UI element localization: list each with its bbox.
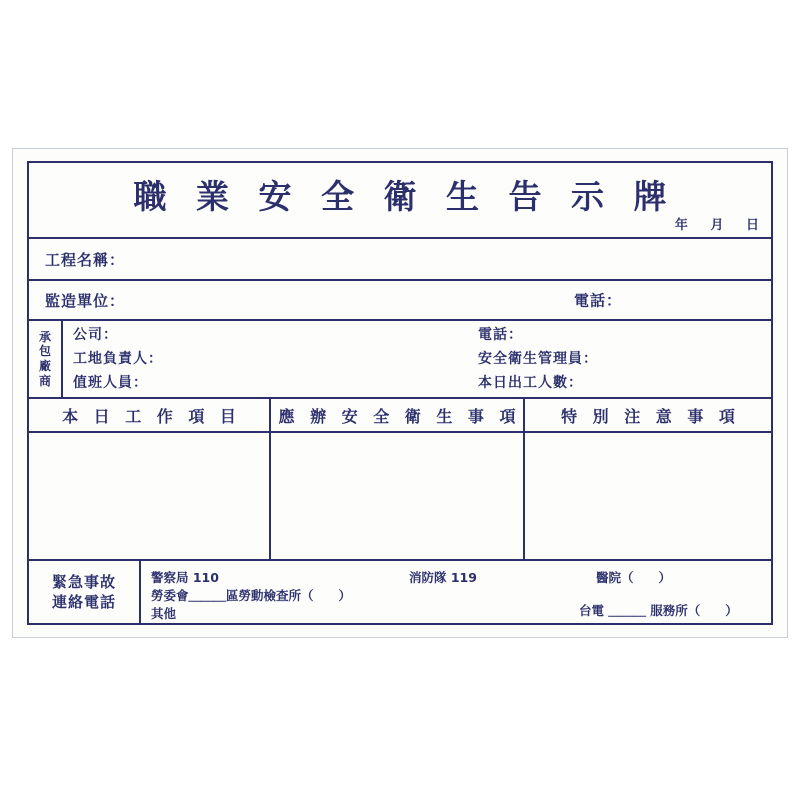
duty-staff-label: 值班人員： — [73, 375, 148, 391]
emergency-police: 警察局 110 — [151, 570, 219, 585]
contractor-row-site-manager[interactable] — [73, 347, 771, 371]
column-header-special-notes: 特 別 注 意 事 項 — [561, 406, 740, 426]
emergency-label-line-1: 緊急事故 — [51, 572, 116, 591]
supervisor-unit-label: 監造單位： — [45, 291, 126, 310]
emergency-contacts-fields — [141, 561, 771, 623]
contractor-label-char-3: 廠 — [38, 359, 51, 373]
contractor-block — [29, 321, 771, 399]
column-header-safety-items: 應 辦 安 全 衛 生 事 項 — [271, 399, 525, 431]
safety-officer-label: 安全衛生管理員： — [478, 351, 598, 367]
date-year-label: 年 — [674, 218, 690, 233]
emergency-hospital[interactable]: 醫院（ ） — [596, 570, 672, 585]
emergency-fire: 消防隊 119 — [409, 570, 477, 585]
column-body-special-notes[interactable] — [525, 433, 771, 559]
date-month-label: 月 — [710, 218, 726, 233]
emergency-power-company[interactable]: 台電 ＿＿＿ 服務所（ ） — [579, 603, 738, 618]
board-inner-frame — [27, 161, 773, 625]
project-name-label: 工程名稱： — [45, 250, 126, 269]
safety-notice-board — [12, 148, 788, 638]
supervisor-tel-label: 電話： — [574, 291, 623, 310]
site-manager-label: 工地負責人： — [73, 351, 163, 367]
date-day-label: 日 — [745, 218, 761, 233]
page-title: 職 業 安 全 衛 生 告 示 牌 — [133, 177, 676, 216]
project-name-row[interactable] — [29, 239, 771, 281]
date-line — [661, 214, 761, 233]
emergency-labor-inspection[interactable]: 勞委會＿＿＿區勞動檢查所（ ） — [151, 588, 352, 603]
contractor-fields — [63, 321, 771, 397]
column-header-daily-work: 本 日 工 作 項 目 — [29, 399, 271, 431]
company-label: 公司： — [73, 327, 118, 343]
company-tel-label: 電話： — [478, 327, 523, 343]
supervisor-unit-row[interactable] — [29, 281, 771, 321]
column-body-daily-work[interactable] — [29, 433, 271, 559]
contractor-label-char-4: 商 — [38, 373, 51, 388]
contractor-label-char-2: 包 — [38, 344, 51, 359]
emergency-contacts-block — [29, 561, 771, 623]
contractor-vertical-label — [29, 321, 63, 397]
worker-count-label: 本日出工人數： — [478, 375, 583, 391]
columns-header-row — [29, 399, 771, 433]
contractor-label-char-1: 承 — [38, 329, 51, 344]
emergency-label — [29, 561, 141, 623]
title-row — [29, 163, 771, 239]
contractor-row-duty-staff[interactable] — [73, 371, 771, 395]
columns-body-row — [29, 433, 771, 561]
emergency-label-line-2: 連絡電話 — [51, 593, 116, 611]
emergency-other[interactable]: 其他 — [151, 606, 177, 621]
contractor-row-company[interactable] — [73, 323, 771, 347]
column-body-safety-items[interactable] — [271, 433, 525, 559]
